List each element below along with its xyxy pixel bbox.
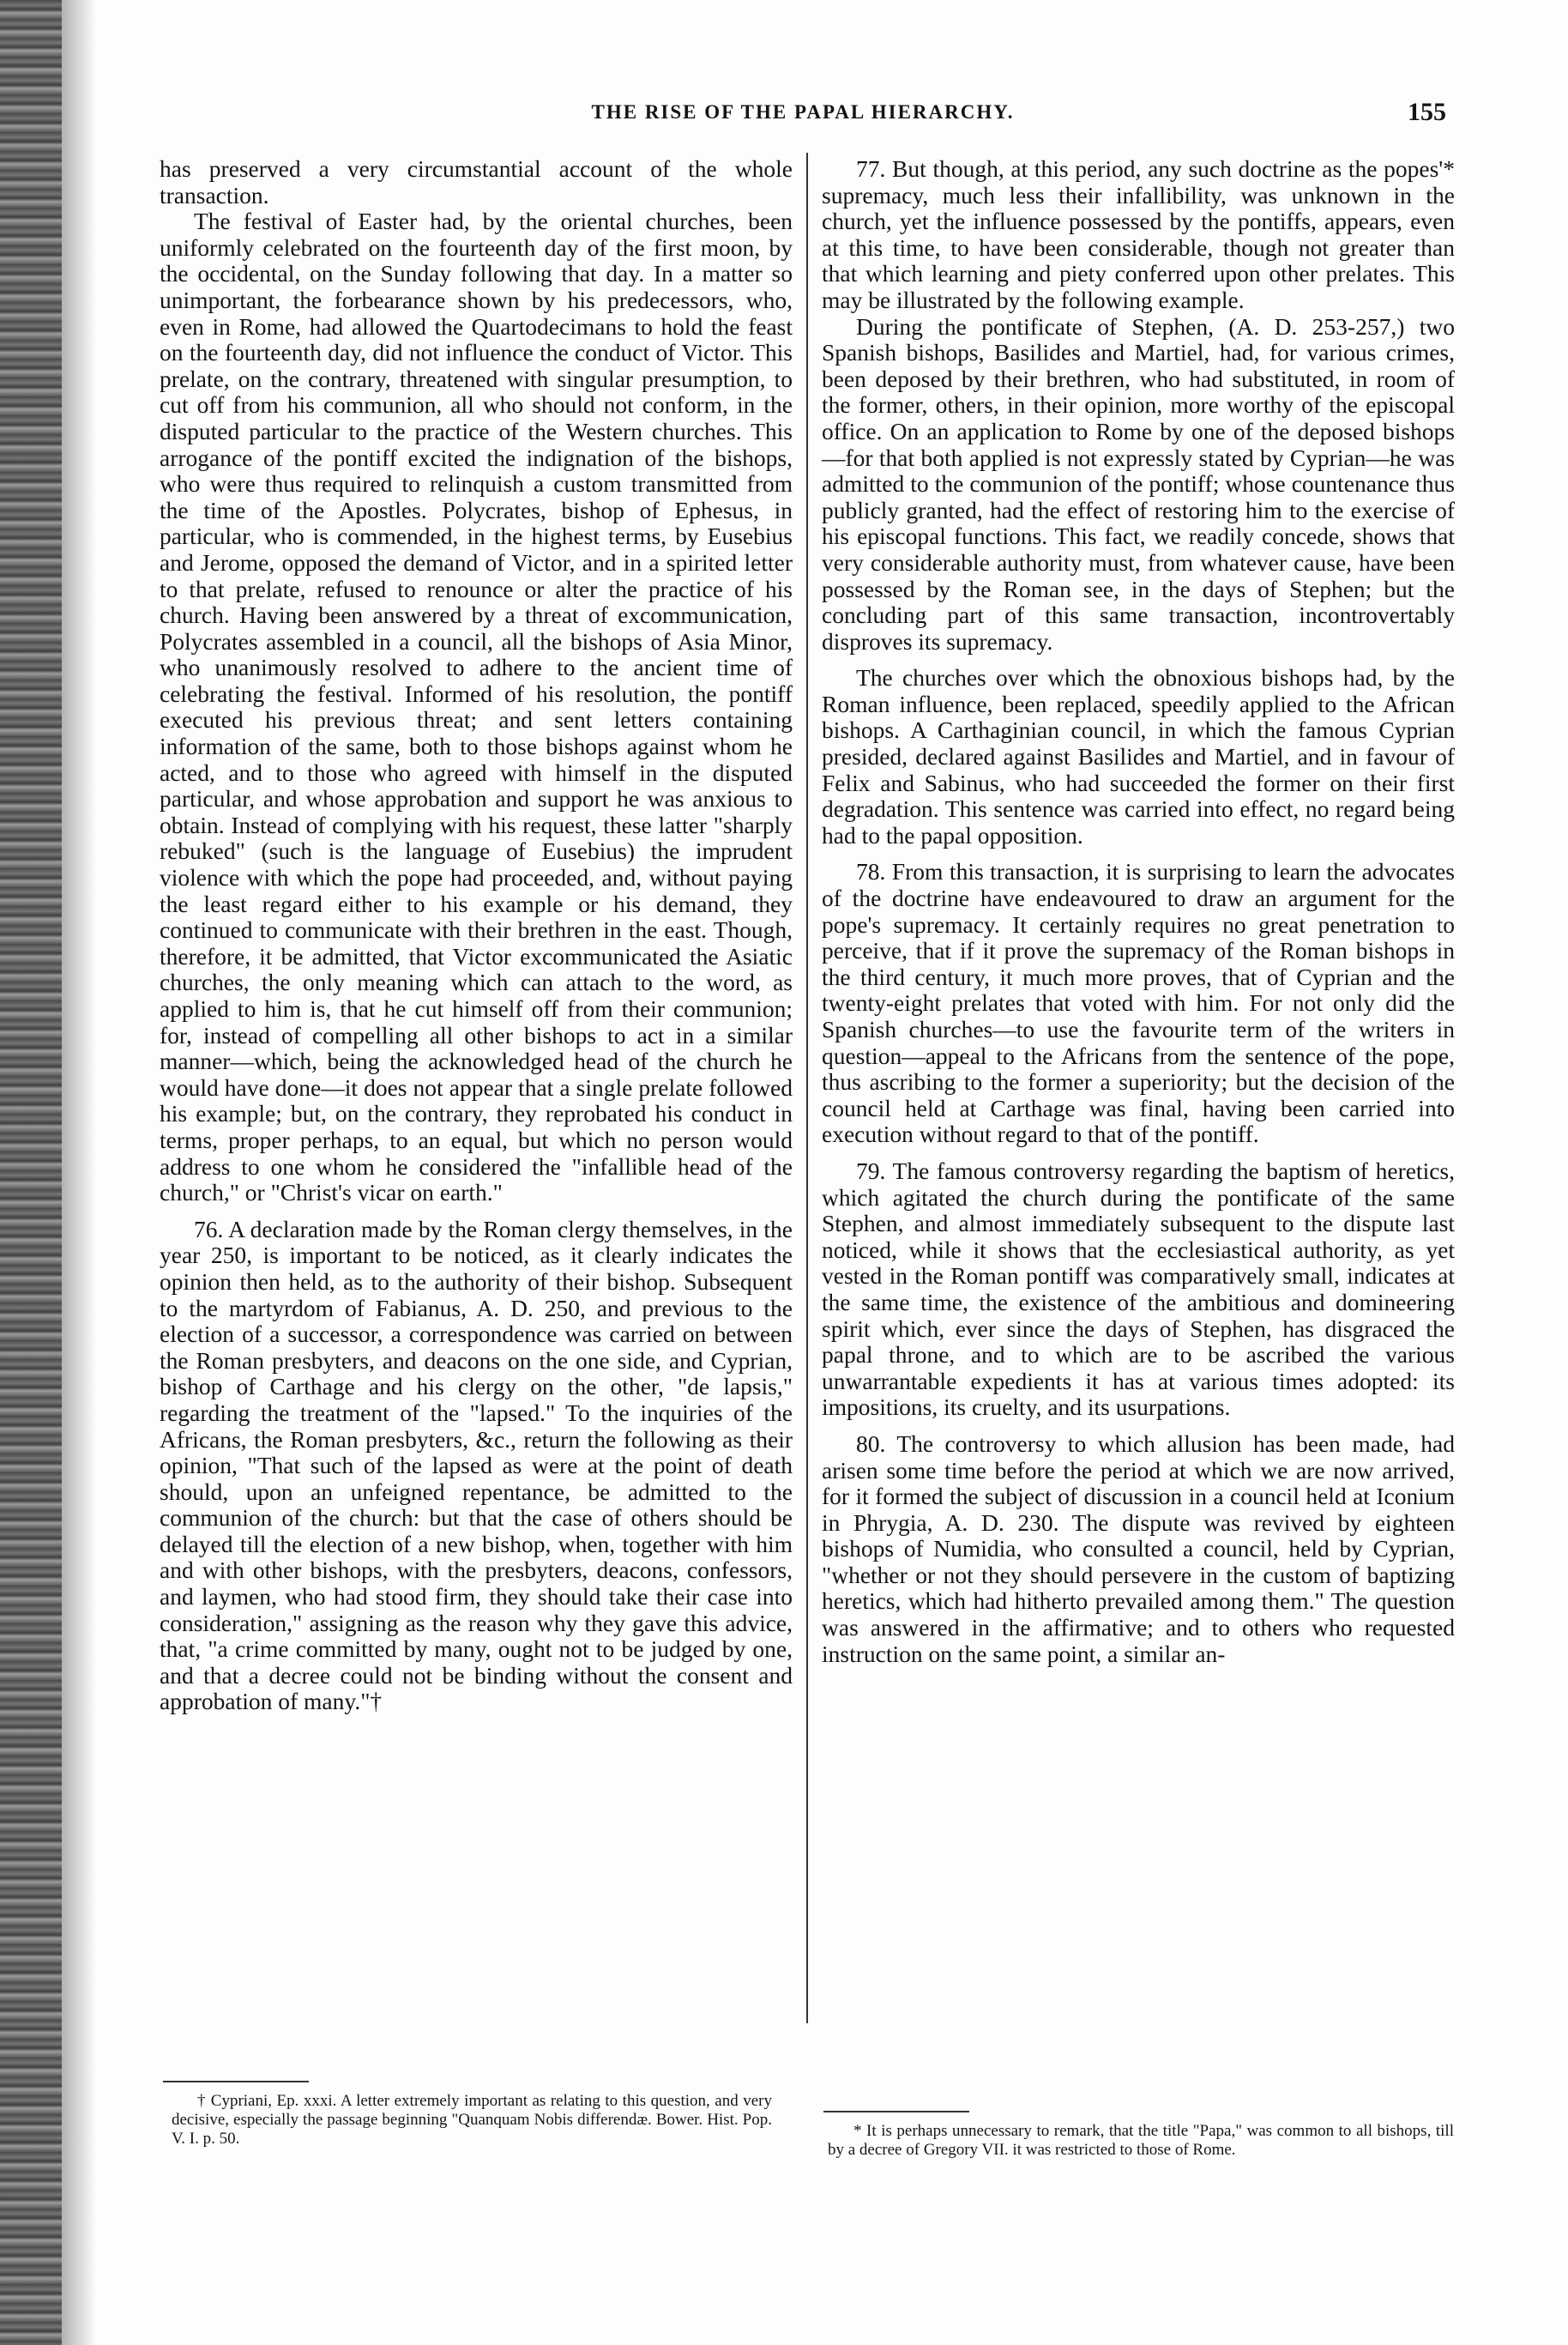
page-number: 155: [1408, 98, 1446, 126]
footnote-text: † Cypriani, Ep. xxxi. A letter extremely important as relating to this question, and very decisive, especially the passage beginning "Quanquam Nobis differendæ. Bower. Hist. Pop. V. I. p. 50.: [172, 2092, 772, 2148]
paragraph: 79. The famous controversy regarding the baptism of heretics, which agitated the church during the pontificate of the same Stephen, and almost immediately subsequent to the dispute last noticed, while it shows that the ecclesiastical authority, as yet vested in the Roman pontiff was comparatively small, indicates at the same time, the existence of the ambitious and domineering spirit which, ever since the days of Stephen, has disgraced the papal throne, and to which are to be ascribed the various unwarrantable expedients it has at various times adopted: its impositions, its cruelty, and its usurpations.: [822, 1157, 1455, 1421]
left-column: [160, 156, 793, 1715]
column-divider: [806, 153, 808, 2023]
paragraph: 80. The controversy to which allusion has been made, had arisen some time before the period at which we are now arrived, for it formed the subject of discussion in a council held at Iconium in Phrygia, A. D. 230. The dispute was revived by eighteen bishops of Numidia, who consulted a council, held by Cyprian, "whether or not they should persevere in the custom of baptizing heretics, which had hitherto prevailed among them." The question was answered in the affirmative; and to others who requested instruction on the same point, a similar an-: [822, 1429, 1455, 1667]
footnote-left: [172, 2092, 772, 2149]
footnote-rule: [823, 2111, 969, 2112]
paragraph: has preserved a very circumstantial account of the whole transaction.: [160, 155, 793, 209]
paragraph: 78. From this transaction, it is surprising to learn the advocates of the doctrine have endeavoured to draw an argument for the pope's supremacy. It certainly requires no great penetration to perceive, that if it prove the supremacy of the Roman bishops in the third century, it much more proves, that of Cyprian and the twenty-eight prelates that voted with him. For not only did the Spanish churches—to use the favourite term of the writers in question—appeal to the Africans from the sentence of the pope, thus ascribing to the former a superiority; but the decision of the council held at Carthage was final, having been carried into execution without regard to that of the pontiff.: [822, 858, 1455, 1148]
paragraph: The festival of Easter had, by the oriental churches, been uniformly celebrated on the fourteenth day of the first moon, by the occidental, on the Sunday following that day. In a matter so unimportant, the forbearance shown by his predecessors, who, even in Rome, had allowed the Quartodecimans to hold the feast on the fourteenth day, did not influence the conduct of Victor. This prelate, on the contrary, threatened with singular presumption, to cut off from his communion, all who should not conform, in the disputed particular to the practice of the Western churches. This arrogance of the pontiff excited the indignation of the bishops, who were thus required to relinquish a custom transmitted from the time of the Apostles. Polycrates, bishop of Ephesus, in particular, who is commended, in the highest terms, by Eusebius and Jerome, opposed the demand of Victor, and in a spirited letter to that prelate, refused to renounce or alter the practice of his church. Having been answered by a threat of excommunication, Polycrates assembled in a council, all the bishops of Asia Minor, who unanimously resolved to adhere to the ancient time of celebrating the festival. Informed of his resolution, the pontiff executed his previous threat; and sent letters containing information of the same, both to those bishops against whom he acted, and to those who agreed with himself in the disputed particular, and whose approbation and support he was anxious to obtain. Instead of complying with his request, these latter "sharply rebuked" (such is the language of Eusebius) the imprudent violence with which the pope had proceeded, and, without paying the least regard either to his example or his demand, they continued to communicate with their brethren in the east. Though, therefore, it be admitted, that Victor excommunicated the Asiatic churches, the only meaning which can attach to the word, as applied to him is, that he cut himself off from their communion; for, instead of compelling all other bishops to act in a similar manner—which, being the acknowledged head of the church he would have done—it does not appear that a single prelate followed his example; but, on the contrary, they reprobated his conduct in terms, proper perhaps, to an equal, but which no person would address to one whom he considered the "infallible head of the church," or "Christ's vicar on earth.": [160, 208, 793, 1206]
gutter-shadow: [62, 0, 96, 2345]
footnote-text: * It is perhaps unnecessary to remark, that the title "Papa," was common to all bishops, till by a decree of Gregory VII. it was restricted to those of Rome.: [828, 2122, 1454, 2159]
right-column: [822, 156, 1455, 1667]
book-binding-edge: [0, 0, 62, 2345]
footnote-right: [828, 2122, 1454, 2160]
paragraph: 77. But though, at this period, any such doctrine as the popes'* supremacy, much less their infallibility, was unknown in the church, yet the influence possessed by the pontiffs, appears, even at this time, to have been considerable, though not greater than that which learning and piety conferred upon other prelates. This may be illustrated by the following example.: [822, 155, 1455, 313]
paragraph: 76. A declaration made by the Roman clergy themselves, in the year 250, is important to be noticed, as it clearly indicates the opinion then held, as to the authority of their bishop. Subsequent to the martyrdom of Fabianus, A. D. 250, and previous to the election of a successor, a correspondence was carried on between the Roman presbyters, and deacons on the one side, and Cyprian, bishop of Carthage and his clergy on the other, "de lapsis," regarding the treatment of the "lapsed." To the inquiries of the Africans, the Roman presbyters, &c., return the following as their opinion, "That such of the lapsed as were at the point of death should, upon an unfeigned repentance, be admitted to the communion of the church: but that the case of others should be delayed till the election of a new bishop, when, together with him and with other bishops, with the presbyters, deacons, confessors, and laymen, who had stood firm, they should take their case into consideration," assigning as the reason why they gave this advice, that, "a crime committed by many, ought not to be judged by one, and that a decree could not be binding without the consent and approbation of many."†: [160, 1215, 793, 1715]
footnote-rule: [163, 2081, 309, 2082]
paragraph: The churches over which the obnoxious bishops had, by the Roman influence, been replaced, speedily applied to the African bishops. A Carthaginian council, in which the famous Cyprian presided, declared against Basilides and Martiel, and in favour of Felix and Sabinus, who had succeeded the former on their first degradation. This sentence was carried into effect, no regard being had to the papal opposition.: [822, 664, 1455, 849]
paragraph: During the pontificate of Stephen, (A. D. 253-257,) two Spanish bishops, Basilides and Martiel, had, for various crimes, been deposed by their brethren, who had substituted, in room of the former, others, in their opinion, more worthy of the episcopal office. On an application to Rome by one of the deposed bishops—for that both applied is not expressly stated by Cyprian—he was admitted to the communion of the pontiff; whose countenance thus publicly granted, had the effect of restoring him to the exercise of his episcopal functions. This fact, we readily concede, shows that very considerable authority must, from whatever cause, have been possessed by the Roman see, in the days of Stephen; but the concluding part of this same transaction, incontrovertably disproves its supremacy.: [822, 312, 1455, 655]
running-title: THE RISE OF THE PAPAL HIERARCHY.: [591, 101, 1015, 123]
running-head: [160, 98, 1446, 136]
